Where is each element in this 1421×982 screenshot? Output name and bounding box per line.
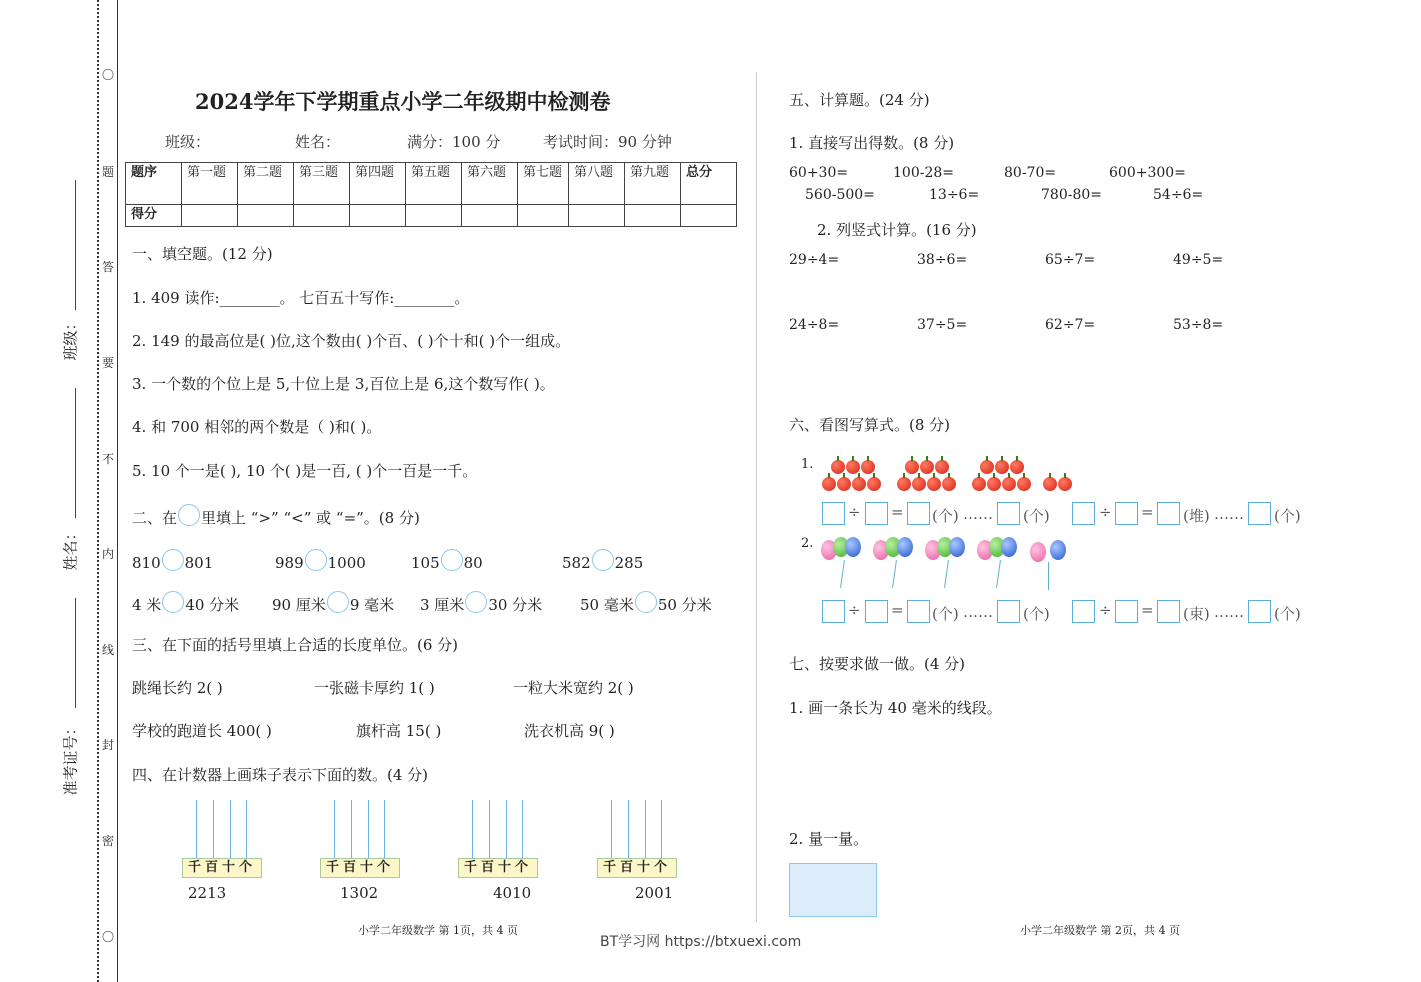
score-cell[interactable] bbox=[294, 205, 350, 227]
section7-title: 七、按要求做一做。(4 分) bbox=[789, 655, 966, 673]
s1-question: 2. 149 的最高位是( )位,这个数由( )个百、( )个十和( )个一组成。 bbox=[132, 332, 571, 350]
score-header-cell: 第三题 bbox=[294, 163, 350, 205]
calc-item: 100-28= bbox=[893, 165, 954, 181]
answer-box[interactable] bbox=[1115, 502, 1138, 525]
s7-question: 1. 画一条长为 40 毫米的线段。 bbox=[789, 699, 1002, 717]
score-cell[interactable] bbox=[406, 205, 462, 227]
exam-title: 2024学年下学期重点小学二年级期中检测卷 bbox=[195, 89, 611, 114]
abacus[interactable] bbox=[597, 800, 677, 902]
calc-item: 60+30= bbox=[789, 165, 849, 181]
score-header-cell: 第七题 bbox=[518, 163, 569, 205]
calc-item: 49÷5= bbox=[1173, 252, 1224, 268]
info-time: 考试时间：90 分钟 bbox=[543, 133, 672, 151]
equals-sign: = bbox=[891, 503, 904, 521]
compare-circle-input[interactable] bbox=[305, 549, 327, 571]
answer-box[interactable] bbox=[997, 600, 1020, 623]
answer-box[interactable] bbox=[997, 502, 1020, 525]
calc-item: 600+300= bbox=[1109, 165, 1186, 181]
margin-char: 题 bbox=[101, 165, 114, 179]
calc-item: 62÷7= bbox=[1045, 317, 1096, 333]
unit-label: (个) bbox=[1274, 605, 1301, 623]
remainder-dots: …… bbox=[963, 505, 993, 523]
compare-item: 105 80 bbox=[411, 549, 483, 572]
unit-label: (个) bbox=[1023, 605, 1050, 623]
abacus[interactable] bbox=[458, 800, 538, 902]
calc-item: 13÷6= bbox=[929, 187, 980, 203]
margin-char: 封 bbox=[101, 738, 114, 752]
info-full-score: 满分：100 分 bbox=[407, 133, 501, 151]
calc-item: 54÷6= bbox=[1153, 187, 1204, 203]
divide-sign: ÷ bbox=[848, 601, 861, 619]
section2-title-b: 里填上 “>” “<” 或 “=”。(8 分) bbox=[201, 509, 420, 527]
score-cell[interactable] bbox=[518, 205, 569, 227]
calc-item: 29÷4= bbox=[789, 252, 840, 268]
margin-border-line bbox=[117, 0, 118, 982]
section3-title: 三、在下面的括号里填上合适的长度单位。(6 分) bbox=[132, 636, 459, 654]
divide-sign: ÷ bbox=[1099, 503, 1112, 521]
abacus[interactable] bbox=[320, 800, 400, 902]
calc-item: 65÷7= bbox=[1045, 252, 1096, 268]
equals-sign: = bbox=[1141, 503, 1154, 521]
measure-rectangle bbox=[789, 863, 877, 917]
compare-item: 3 厘米 30 分米 bbox=[420, 591, 542, 615]
section4-title: 四、在计数器上画珠子表示下面的数。(4 分) bbox=[132, 766, 429, 784]
answer-box[interactable] bbox=[865, 502, 888, 525]
margin-char: 不 bbox=[101, 452, 114, 466]
margin-char: 要 bbox=[101, 356, 114, 370]
compare-circle-input[interactable] bbox=[465, 591, 487, 613]
compare-item: 989 1000 bbox=[275, 549, 366, 572]
abacus-label: 千百十个 bbox=[182, 858, 262, 878]
abacus-number: 4010 bbox=[493, 884, 532, 902]
score-header-cell: 题序 bbox=[126, 163, 182, 205]
score-header-cell: 第一题 bbox=[182, 163, 238, 205]
score-header-cell: 总分 bbox=[681, 163, 737, 205]
s6-item-number: 1. bbox=[801, 457, 814, 472]
s1-question: 3. 一个数的个位上是 5,十位上是 3,百位上是 6,这个数写作( )。 bbox=[132, 375, 555, 393]
score-cell[interactable] bbox=[182, 205, 238, 227]
score-cell[interactable] bbox=[462, 205, 518, 227]
unit-item: 学校的跑道长 400( ) bbox=[132, 722, 272, 740]
abacus-number: 2213 bbox=[188, 884, 227, 902]
remainder-dots: …… bbox=[1214, 505, 1244, 523]
dotted-cut-line bbox=[97, 0, 99, 982]
exam-no-label: 准考证号： bbox=[61, 720, 80, 796]
score-header-cell: 第六题 bbox=[462, 163, 518, 205]
section2-title bbox=[132, 504, 420, 528]
info-class: 班级： bbox=[165, 133, 211, 151]
calc-item: 24÷8= bbox=[789, 317, 840, 333]
section2-title-a: 二、在 bbox=[132, 509, 178, 527]
abacus-label: 千百十个 bbox=[320, 858, 400, 878]
abacus[interactable] bbox=[182, 800, 262, 902]
calc-item: 780-80= bbox=[1041, 187, 1102, 203]
abacus-label: 千百十个 bbox=[597, 858, 677, 878]
remainder-dots: …… bbox=[963, 603, 993, 621]
unit-item: 跳绳长约 2( ) bbox=[132, 679, 223, 697]
answer-box[interactable] bbox=[822, 502, 845, 525]
compare-circle-input[interactable] bbox=[441, 549, 463, 571]
score-cell[interactable] bbox=[681, 205, 737, 227]
unit-label: (个) bbox=[932, 507, 959, 525]
score-table bbox=[125, 162, 737, 227]
margin-char: 内 bbox=[101, 547, 114, 561]
class-label: 班级： bbox=[61, 315, 80, 361]
compare-item: 4 米 40 分米 bbox=[132, 591, 239, 615]
answer-box[interactable] bbox=[1157, 502, 1180, 525]
compare-item: 90 厘米 9 毫米 bbox=[272, 591, 394, 615]
answer-box[interactable] bbox=[1072, 600, 1095, 623]
watermark-text: BT学习网 https://btxuexi.com bbox=[600, 934, 802, 950]
score-row-label: 得分 bbox=[126, 205, 182, 227]
unit-item: 洗衣机高 9( ) bbox=[524, 722, 615, 740]
name-label: 姓名： bbox=[61, 525, 80, 571]
section6-title: 六、看图写算式。(8 分) bbox=[789, 416, 951, 434]
compare-circle-input[interactable] bbox=[592, 549, 614, 571]
abacus-number: 2001 bbox=[635, 884, 674, 902]
margin-char: 密 bbox=[101, 834, 114, 848]
score-cell[interactable] bbox=[350, 205, 406, 227]
answer-box[interactable] bbox=[1115, 600, 1138, 623]
page2-footer: 小学二年级数学 第 2页，共 4 页 bbox=[1020, 924, 1180, 937]
unit-item: 旗杆高 15( ) bbox=[356, 722, 442, 740]
score-table-header-row bbox=[126, 163, 737, 205]
s5-sub2: 2. 列竖式计算。(16 分) bbox=[817, 221, 977, 239]
compare-circle-input[interactable] bbox=[162, 591, 184, 613]
calc-item: 53÷8= bbox=[1173, 317, 1224, 333]
unit-label: (束) bbox=[1183, 605, 1210, 623]
margin-char: 线 bbox=[101, 643, 114, 657]
page-divider bbox=[756, 72, 757, 922]
compare-item: 50 毫米 50 分米 bbox=[580, 591, 712, 615]
answer-box[interactable] bbox=[865, 600, 888, 623]
abacus-number: 1302 bbox=[340, 884, 379, 902]
score-header-cell: 第八题 bbox=[569, 163, 625, 205]
score-table-row bbox=[126, 205, 737, 227]
compare-item: 810 801 bbox=[132, 549, 213, 572]
divide-sign: ÷ bbox=[848, 503, 861, 521]
answer-box[interactable] bbox=[822, 600, 845, 623]
margin-char: 〇 bbox=[101, 930, 114, 944]
remainder-dots: …… bbox=[1214, 603, 1244, 621]
margin-char: 答 bbox=[101, 260, 114, 274]
answer-box[interactable] bbox=[907, 600, 930, 623]
margin-char: 〇 bbox=[101, 68, 114, 82]
unit-label: (个) bbox=[1274, 507, 1301, 525]
score-header-cell: 第九题 bbox=[625, 163, 681, 205]
s1-question: 1. 409 读作:________。 七百五十写作:________。 bbox=[132, 289, 470, 307]
class-underline bbox=[75, 180, 76, 310]
unit-item: 一张磁卡厚约 1( ) bbox=[314, 679, 435, 697]
section5-title: 五、计算题。(24 分) bbox=[789, 91, 930, 109]
compare-circle-icon bbox=[178, 504, 200, 526]
answer-box[interactable] bbox=[1072, 502, 1095, 525]
score-header-cell: 第四题 bbox=[350, 163, 406, 205]
answer-box[interactable] bbox=[1248, 600, 1271, 623]
score-cell[interactable] bbox=[569, 205, 625, 227]
score-header-cell: 第二题 bbox=[238, 163, 294, 205]
answer-box[interactable] bbox=[907, 502, 930, 525]
equals-sign: = bbox=[1141, 601, 1154, 619]
equals-sign: = bbox=[891, 601, 904, 619]
compare-circle-input[interactable] bbox=[635, 591, 657, 613]
unit-label: (个) bbox=[1023, 507, 1050, 525]
name-underline bbox=[75, 388, 76, 518]
calc-item: 38÷6= bbox=[917, 252, 968, 268]
s1-question: 4. 和 700 相邻的两个数是（ )和( )。 bbox=[132, 418, 382, 436]
s5-sub1: 1. 直接写出得数。(8 分) bbox=[789, 134, 955, 152]
calc-item: 37÷5= bbox=[917, 317, 968, 333]
info-name: 姓名： bbox=[295, 133, 341, 151]
compare-item: 582 285 bbox=[562, 549, 643, 572]
s1-question: 5. 10 个一是( ), 10 个( )是一百, ( )个一百是一千。 bbox=[132, 462, 478, 480]
compare-circle-input[interactable] bbox=[162, 549, 184, 571]
score-cell[interactable] bbox=[238, 205, 294, 227]
exam-no-underline bbox=[75, 598, 76, 708]
compare-circle-input[interactable] bbox=[327, 591, 349, 613]
unit-label: (堆) bbox=[1183, 507, 1210, 525]
unit-item: 一粒大米宽约 2( ) bbox=[513, 679, 634, 697]
s6-item-number: 2. bbox=[801, 536, 814, 551]
section1-title: 一、填空题。(12 分) bbox=[132, 245, 273, 263]
divide-sign: ÷ bbox=[1099, 601, 1112, 619]
score-header-cell: 第五题 bbox=[406, 163, 462, 205]
s7-question: 2. 量一量。 bbox=[789, 830, 869, 848]
unit-label: (个) bbox=[932, 605, 959, 623]
calc-item: 80-70= bbox=[1004, 165, 1057, 181]
answer-box[interactable] bbox=[1248, 502, 1271, 525]
calc-item: 560-500= bbox=[805, 187, 875, 203]
page1-footer: 小学二年级数学 第 1页，共 4 页 bbox=[358, 924, 518, 937]
answer-box[interactable] bbox=[1157, 600, 1180, 623]
abacus-label: 千百十个 bbox=[458, 858, 538, 878]
score-cell[interactable] bbox=[625, 205, 681, 227]
